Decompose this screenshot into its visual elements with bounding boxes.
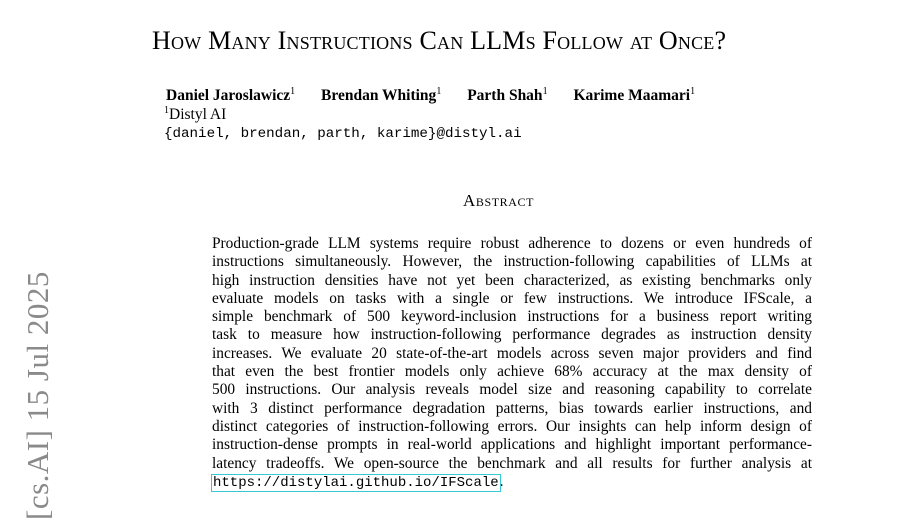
abstract-line: evaluate models on tasks with a single or few instructions. We introduce IFScale, a [212,289,812,307]
affiliation: $^1$Distyl AI [164,105,227,123]
abstract-line: Production-grade LLM systems require robust adherence to dozens or even hundreds of [212,235,812,252]
abstract-line: increases. We evaluate 20 state-of-the-art models across seven major providers and find [212,344,812,362]
abstract-line: instruction-dense prompts in real-world applications and highlight important performance- [212,436,812,454]
author-list [166,86,717,105]
abstract-line: simple benchmark of 500 keyword-inclusion instructions for a business report writing [212,308,812,326]
ifscale-link[interactable]: https://distylai.github.io/IFScale [213,474,499,491]
abstract-line: high instruction densities have not yet been characterized, as existing benchmarks only [212,271,812,289]
abstract-body [212,235,812,492]
abstract-line: latency tradeoffs. We open-source the benchmark and all results for further analysis at [212,454,812,472]
abstract-heading: Abstract [463,191,535,210]
abstract-line: https://distylai.github.io/IFScale. [213,472,504,491]
abstract-line: task to measure how instruction-following performance degrades as instruction density [212,326,812,344]
author-name: Brendan Whiting$^1$ [321,86,442,104]
abstract-line: distinct categories of instruction-following errors. Our insights can help inform design of [212,417,812,435]
abstract-line: that even the best frontier models only achieve 68% accuracy at the max density of [212,363,812,381]
abstract-line: instructions simultaneously. However, the instruction-following capabilities of LLMs at [212,253,812,271]
author-name: Parth Shah$^1$ [467,86,548,104]
arxiv-stamp: [cs.AI] 15 Jul 2025 [20,271,55,520]
author-name: Daniel Jaroslawicz$^1$ [166,86,296,104]
author-name: Karime Maamari$^1$ [573,86,696,104]
abstract-line: 500 instructions. Our analysis reveals model size and reasoning capability to correlate [212,381,812,399]
author-emails: {daniel, brendan, parth, karime}@distyl.ai [164,126,522,142]
abstract-line: with 3 distinct performance degradation patterns, bias towards earlier instructions, and [212,399,812,417]
paper-title: How Many Instructions Can LLMs Follow at Once? [152,26,727,55]
